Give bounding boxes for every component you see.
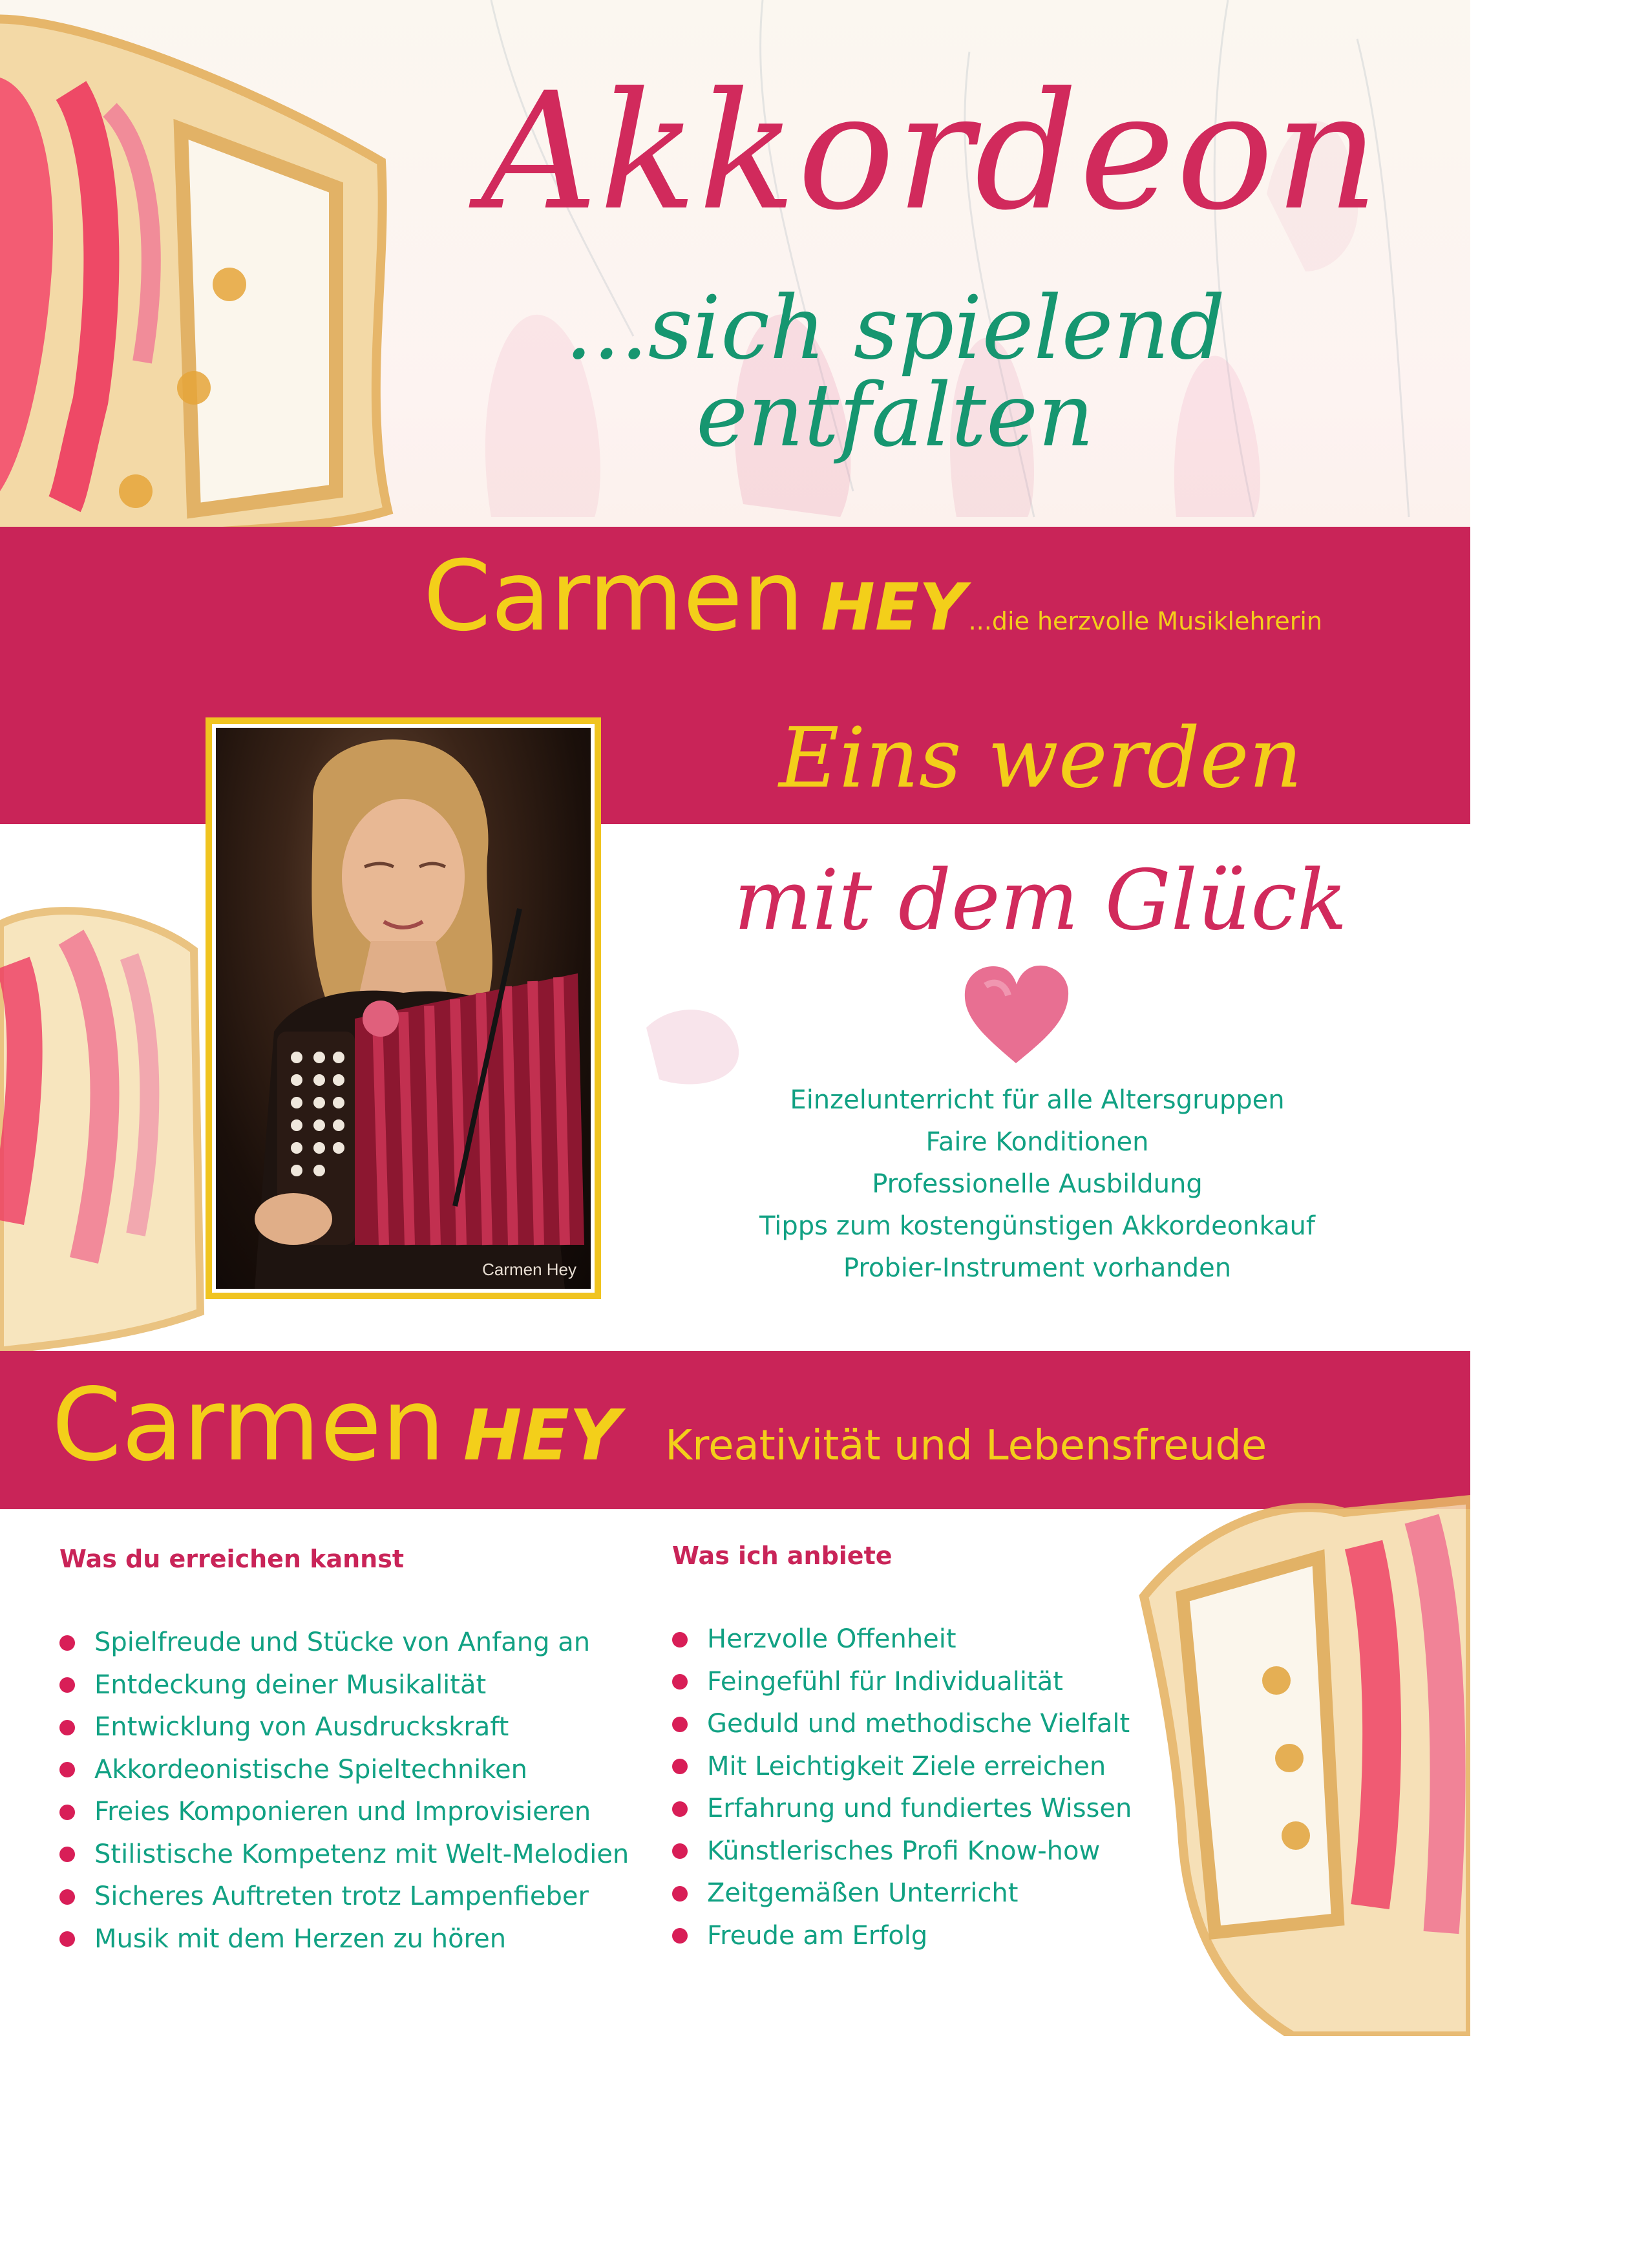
bullet-icon (59, 1931, 75, 1947)
list-item: Faire Konditionen (925, 1127, 1149, 1157)
list-item (59, 1749, 629, 1792)
list-item-text: Musik mit dem Herzen zu hören (94, 1924, 507, 1954)
list-item (672, 1661, 1132, 1704)
heart-icon (960, 960, 1073, 1066)
list-item (672, 1872, 1132, 1915)
last-name: HEY (821, 569, 966, 645)
list-item-text: Akkordeonistische Spieltechniken (94, 1754, 527, 1785)
bullet-icon (672, 1759, 688, 1774)
tagline: Kreativität und Lebensfreude (665, 1422, 1267, 1470)
list-item (59, 1791, 629, 1834)
list-item (59, 1622, 629, 1664)
list-item (672, 1618, 1132, 1661)
first-name: Carmen (52, 1366, 445, 1483)
bullet-icon (59, 1677, 75, 1693)
list-item-text: Erfahrung und fundiertes Wissen (707, 1794, 1132, 1823)
portrait-photo-frame (206, 717, 601, 1299)
bullet-icon (672, 1632, 688, 1648)
column-heading: Was ich anbiete (672, 1542, 893, 1570)
list-item-text: Zeitgemäßen Unterricht (707, 1878, 1019, 1908)
list-item-text: Feingefühl für Individualität (707, 1666, 1063, 1697)
list-item-text: Mit Leichtigkeit Ziele erreichen (707, 1751, 1106, 1781)
list-item (59, 1876, 629, 1918)
flyer-card-details (0, 1351, 1470, 2036)
list-item-text: Künstlerisches Profi Know-how (707, 1836, 1101, 1866)
list-item-text: Stilistische Kompetenz mit Welt-Melodien (94, 1839, 629, 1869)
list-item (672, 1788, 1132, 1830)
bullet-icon (59, 1762, 75, 1777)
list-item (59, 1664, 629, 1707)
list-item: Probier-Instrument vorhanden (843, 1253, 1232, 1283)
bullet-icon (59, 1720, 75, 1735)
list-item (672, 1830, 1132, 1873)
list-item-text: Geduld und methodische Vielfalt (707, 1709, 1130, 1739)
list-item: Einzelunterricht für alle Altersgruppen (790, 1085, 1285, 1115)
list-item-text: Entwicklung von Ausdruckskraft (94, 1712, 509, 1742)
accordion-player-photo (216, 728, 591, 1289)
list-item (672, 1746, 1132, 1788)
bullet-icon (672, 1886, 688, 1902)
list-item-text: Freude am Erfolg (707, 1920, 928, 1951)
bullet-icon (672, 1674, 688, 1690)
portrait-photo (216, 728, 591, 1289)
photo-caption: Carmen Hey (482, 1260, 576, 1279)
list-item (59, 1918, 629, 1961)
slogan-line-1: Eins werden (779, 710, 1302, 807)
tagline: ...die herzvolle Musiklehrerin (968, 607, 1322, 635)
bullet-icon (59, 1847, 75, 1862)
main-title: Akkordeon (481, 58, 1380, 246)
list-item-text: Entdeckung deiner Musikalität (94, 1669, 487, 1700)
bullet-icon (672, 1801, 688, 1817)
list-item-text: Freies Komponieren und Improvisieren (94, 1797, 591, 1827)
list-item (59, 1706, 629, 1749)
goals-list (59, 1622, 629, 1960)
name-banner (0, 527, 1470, 666)
bullet-icon (59, 1635, 75, 1651)
list-item: Professionelle Ausbildung (872, 1169, 1203, 1199)
subtitle: ...sich spielend entfalten (565, 277, 1225, 466)
column-heading: Was du erreichen kannst (59, 1545, 405, 1573)
list-item (59, 1834, 629, 1876)
bullet-icon (59, 1805, 75, 1820)
list-item-text: Herzvolle Offenheit (707, 1624, 956, 1654)
last-name: HEY (463, 1395, 620, 1476)
list-item: Tipps zum kostengünstigen Akkordeonkauf (759, 1211, 1315, 1241)
bullet-icon (672, 1843, 688, 1859)
bullet-icon (59, 1889, 75, 1905)
first-name: Carmen (423, 540, 805, 653)
bullet-icon (672, 1928, 688, 1944)
column-offers (672, 1542, 1132, 1957)
list-item (672, 1915, 1132, 1958)
list-item (672, 1703, 1132, 1746)
offers-list (672, 1618, 1132, 1957)
flyer-card-title (0, 0, 1470, 666)
list-item-text: Sicheres Auftreten trotz Lampenfieber (94, 1881, 589, 1911)
bullet-icon (672, 1717, 688, 1732)
slogan-line-2: mit dem Glück (734, 853, 1347, 949)
column-goals (59, 1545, 629, 1960)
offer-list (646, 1079, 1428, 1289)
list-item-text: Spielfreude und Stücke von Anfang an (94, 1627, 591, 1657)
flyer-card-slogan (0, 666, 1470, 1351)
name-lockup (423, 540, 1322, 653)
